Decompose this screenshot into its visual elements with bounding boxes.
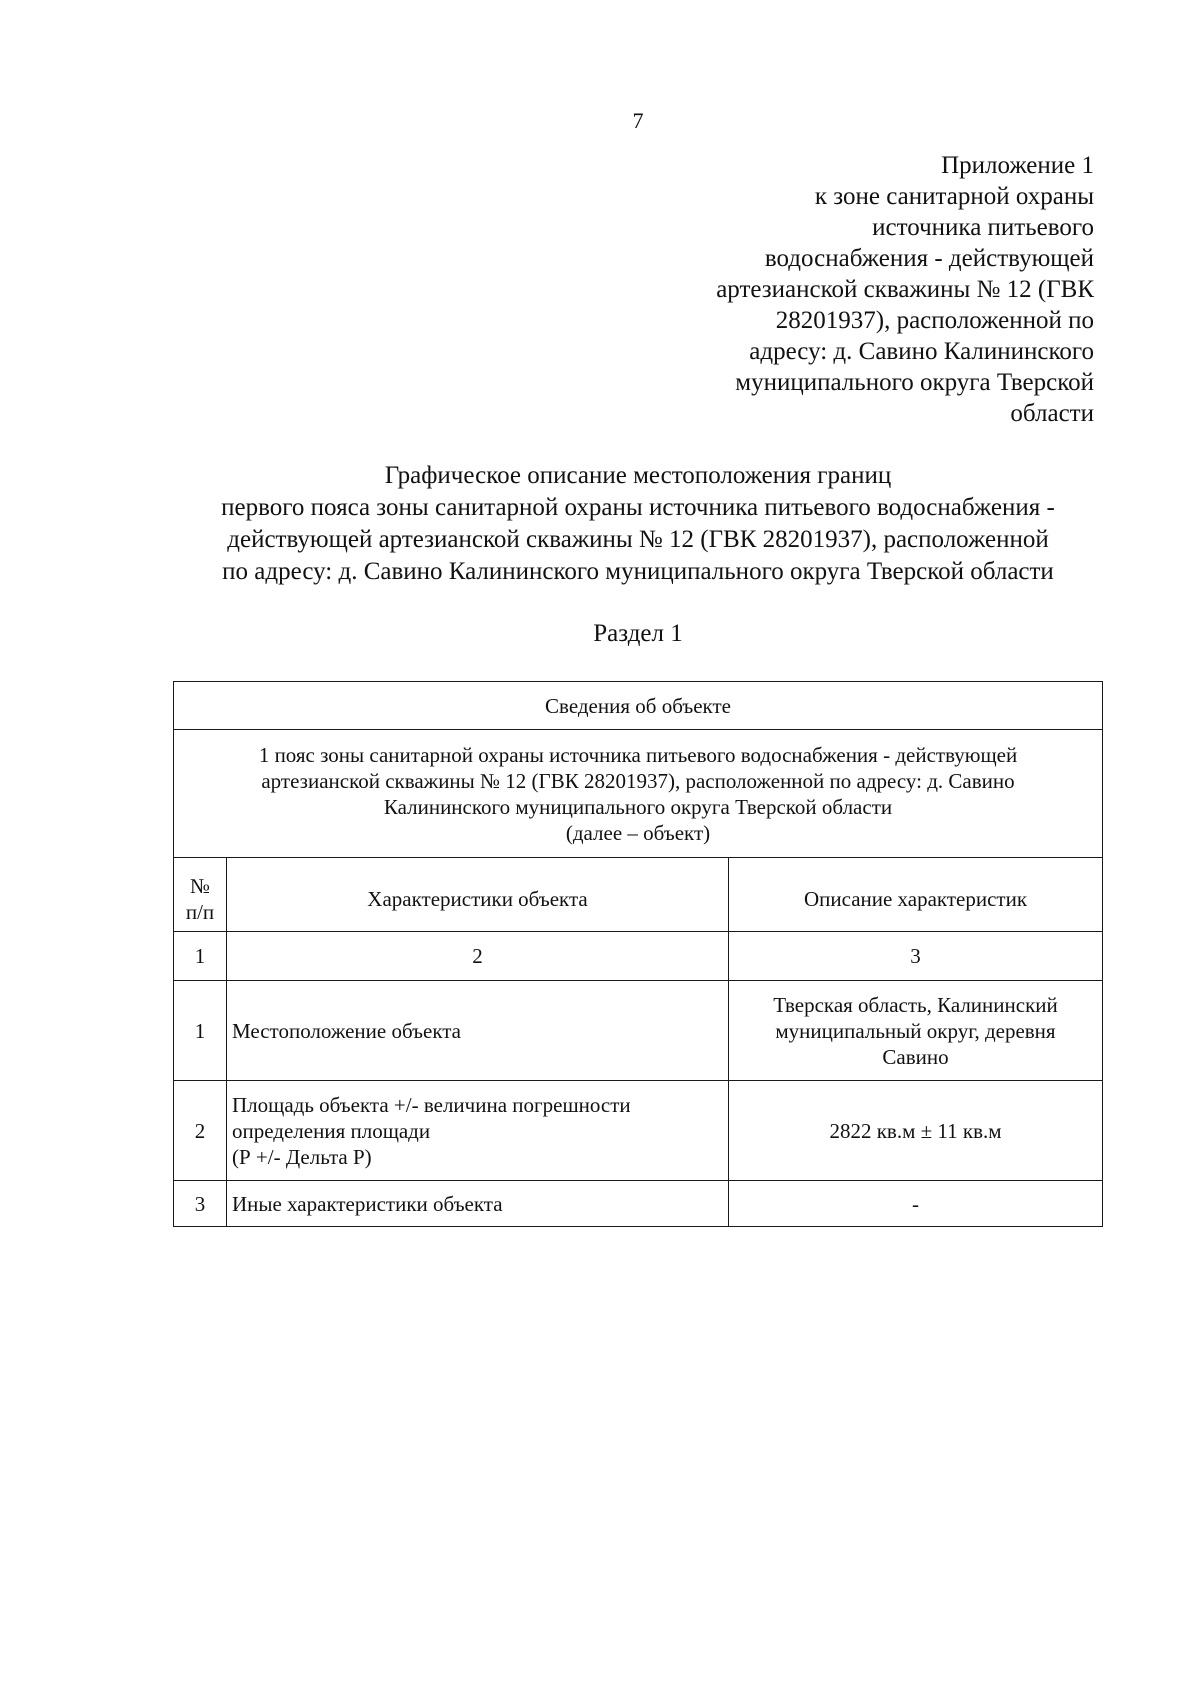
appendix-line: артезианской скважины № 12 (ГВК <box>716 276 1094 303</box>
row-characteristic <box>227 1081 729 1181</box>
column-header-number-line: п/п <box>185 899 215 924</box>
object-description-line: 1 пояс зоны санитарной охраны источника питьевого водоснабжения - действующей <box>258 742 1018 767</box>
column-header-description: Описание характеристик <box>729 858 1103 932</box>
row-description-line: - <box>912 1191 919 1216</box>
table-header: Сведения об объекте <box>174 682 1103 730</box>
row-description-line: Савино <box>882 1044 949 1069</box>
title-line: по адресу: д. Савино Калининского муниципального округа Тверской области <box>222 558 1054 585</box>
row-description-line: Тверская область, Калининский <box>773 992 1058 1017</box>
row-characteristic-line: Площадь объекта +/- величина погрешности <box>232 1092 631 1117</box>
appendix-line: области <box>1010 400 1094 427</box>
column-number: 1 <box>174 932 227 981</box>
row-description-line: муниципальный округ, деревня <box>775 1018 1056 1043</box>
table-row <box>174 1181 1103 1227</box>
title-line: первого пояса зоны санитарной охраны источника питьевого водоснабжения - <box>221 494 1055 521</box>
table-row <box>174 981 1103 1081</box>
appendix-line: 28201937), расположенной по <box>775 307 1094 334</box>
table-row <box>174 1081 1103 1181</box>
row-characteristic <box>227 1181 729 1227</box>
object-description-line: Калининского муниципального округа Тверской области <box>383 794 893 819</box>
object-description-row <box>174 730 1103 858</box>
row-description <box>729 1181 1103 1227</box>
row-number: 3 <box>174 1181 227 1227</box>
column-number-row <box>174 932 1103 981</box>
row-characteristic <box>227 981 729 1081</box>
appendix-line: адресу: д. Савино Калининского <box>749 338 1094 365</box>
section-title: Раздел 1 <box>593 620 683 647</box>
object-description-line: артезианской скважины № 12 (ГВК 28201937), расположенной по адресу: д. Савино <box>261 768 1015 793</box>
row-characteristic-line: (Р +/- Дельта Р) <box>232 1144 372 1169</box>
appendix-line: источника питьевого <box>872 214 1094 241</box>
appendix-line: водоснабжения - действующей <box>764 245 1094 272</box>
column-number: 3 <box>729 932 1103 981</box>
row-number: 1 <box>174 981 227 1081</box>
row-characteristic-line: Местоположение объекта <box>232 1018 462 1043</box>
column-header-row <box>174 858 1103 932</box>
column-header-number <box>174 858 227 932</box>
row-description-line: 2822 кв.м ± 11 кв.м <box>829 1118 1002 1143</box>
row-characteristic-line: Иные характеристики объекта <box>232 1191 503 1216</box>
row-description <box>729 981 1103 1081</box>
appendix-line: к зоне санитарной охраны <box>814 183 1094 210</box>
column-header-number-line: № <box>189 873 211 898</box>
table-header-row <box>174 682 1103 730</box>
page-number: 7 <box>632 108 644 133</box>
column-header-characteristic: Характеристики объекта <box>227 858 729 932</box>
row-characteristic-line: определения площади <box>232 1118 431 1143</box>
appendix-line: муниципального округа Тверской <box>735 369 1094 396</box>
column-number: 2 <box>227 932 729 981</box>
row-description <box>729 1081 1103 1181</box>
appendix-reference <box>560 150 1094 429</box>
object-description-line: (далее – объект) <box>565 820 711 845</box>
title-line: Графическое описание местоположения границ <box>384 462 892 489</box>
object-description-cell <box>174 730 1103 858</box>
title-line: действующей артезианской скважины № 12 (ГВК 28201937), расположенной <box>227 526 1049 553</box>
row-number: 2 <box>174 1081 227 1181</box>
object-info-table <box>173 681 1103 1227</box>
appendix-line: Приложение 1 <box>941 152 1094 179</box>
document-title <box>0 460 1200 588</box>
